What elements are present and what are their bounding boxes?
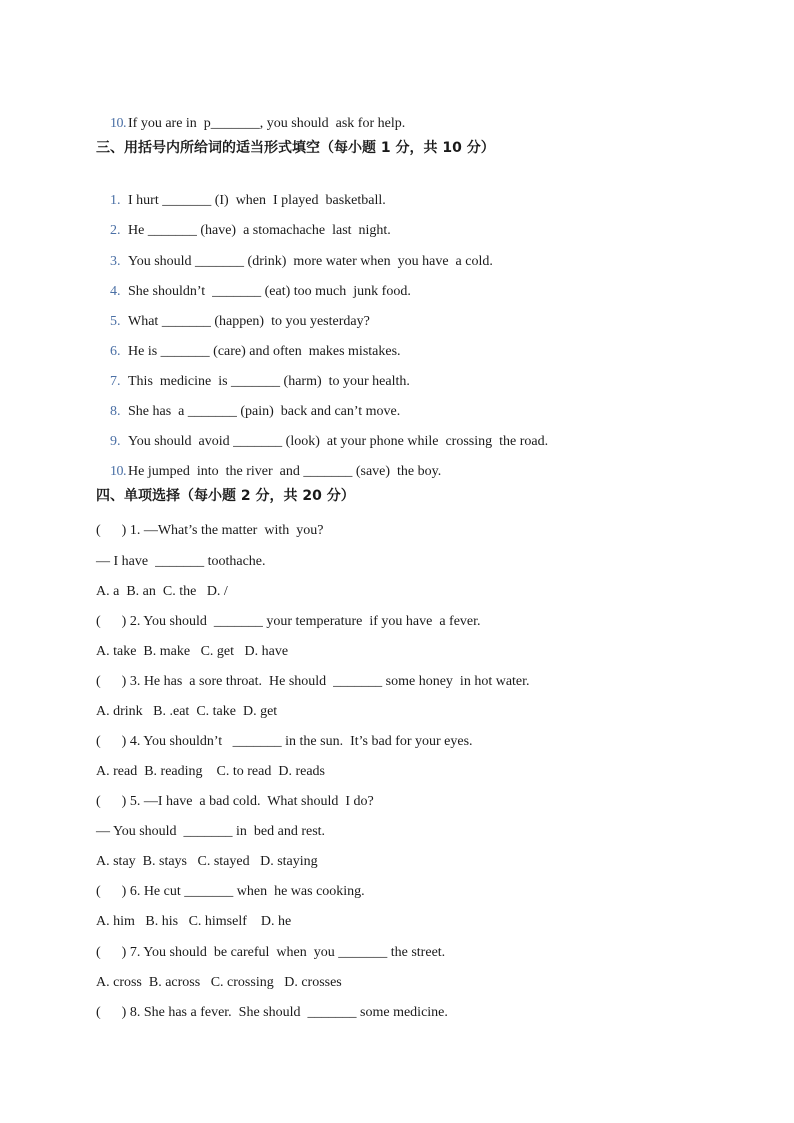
question-text: I hurt _______ (I) when I played basketball. xyxy=(128,193,386,208)
question-number: 6. xyxy=(110,344,121,359)
choice-options: A. read B. reading C. to read D. reads xyxy=(96,764,325,779)
choice-line: ( ) 8. She has a fever. She should _______ some medicine. xyxy=(96,1005,448,1020)
choice-line: — You should _______ in bed and rest. xyxy=(96,824,326,839)
question-text: She has a _______ (pain) back and can’t move. xyxy=(128,404,401,419)
question-number: 4. xyxy=(110,284,121,299)
choice-options: A. drink B. .eat C. take D. get xyxy=(96,704,278,719)
choice-line: ( ) 1. —What’s the matter with you? xyxy=(96,523,324,538)
section-3-heading: 三、用括号内所给词的适当形式填空（每小题 1 分，共 10 分） xyxy=(96,140,495,156)
question-number: 9. xyxy=(110,434,121,449)
question-text: If you are in p_______, you should ask for help. xyxy=(128,116,406,131)
question-text: You should avoid _______ (look) at your phone while crossing the road. xyxy=(128,434,549,449)
question-number: 8. xyxy=(110,404,121,419)
section-4-heading: 四、单项选择（每小题 2 分，共 20 分） xyxy=(96,488,355,504)
question-number: 5. xyxy=(110,314,121,329)
question-text: He is _______ (care) and often makes mistakes. xyxy=(128,344,401,359)
question-text: You should _______ (drink) more water when you have a cold. xyxy=(128,254,493,269)
question-number: 1. xyxy=(110,193,121,208)
choice-options: A. take B. make C. get D. have xyxy=(96,644,289,659)
choice-line: — I have _______ toothache. xyxy=(96,554,266,569)
question-text: She shouldn’t _______ (eat) too much junk food. xyxy=(128,284,411,299)
question-text: He _______ (have) a stomachache last night. xyxy=(128,223,391,238)
question-number: 10. xyxy=(110,464,126,479)
question-number: 7. xyxy=(110,374,121,389)
question-text: This medicine is _______ (harm) to your health. xyxy=(128,374,410,389)
question-text: What _______ (happen) to you yesterday? xyxy=(128,314,370,329)
question-text: He jumped into the river and _______ (save) the boy. xyxy=(128,464,442,479)
choice-line: ( ) 6. He cut _______ when he was cooking. xyxy=(96,884,365,899)
question-number: 2. xyxy=(110,223,121,238)
choice-line: ( ) 4. You shouldn’t _______ in the sun. It’s bad for your eyes. xyxy=(96,734,473,749)
choice-options: A. a B. an C. the D. / xyxy=(96,584,228,599)
choice-options: A. him B. his C. himself D. he xyxy=(96,914,292,929)
choice-options: A. cross B. across C. crossing D. crosses xyxy=(96,975,342,990)
choice-options: A. stay B. stays C. stayed D. staying xyxy=(96,854,318,869)
choice-line: ( ) 5. —I have a bad cold. What should I do? xyxy=(96,794,374,809)
choice-line: ( ) 7. You should be careful when you _______ the street. xyxy=(96,945,446,960)
question-number: 10. xyxy=(110,116,126,131)
choice-line: ( ) 2. You should _______ your temperature if you have a fever. xyxy=(96,614,481,629)
question-number: 3. xyxy=(110,254,121,269)
choice-line: ( ) 3. He has a sore throat. He should _______ some honey in hot water. xyxy=(96,674,530,689)
